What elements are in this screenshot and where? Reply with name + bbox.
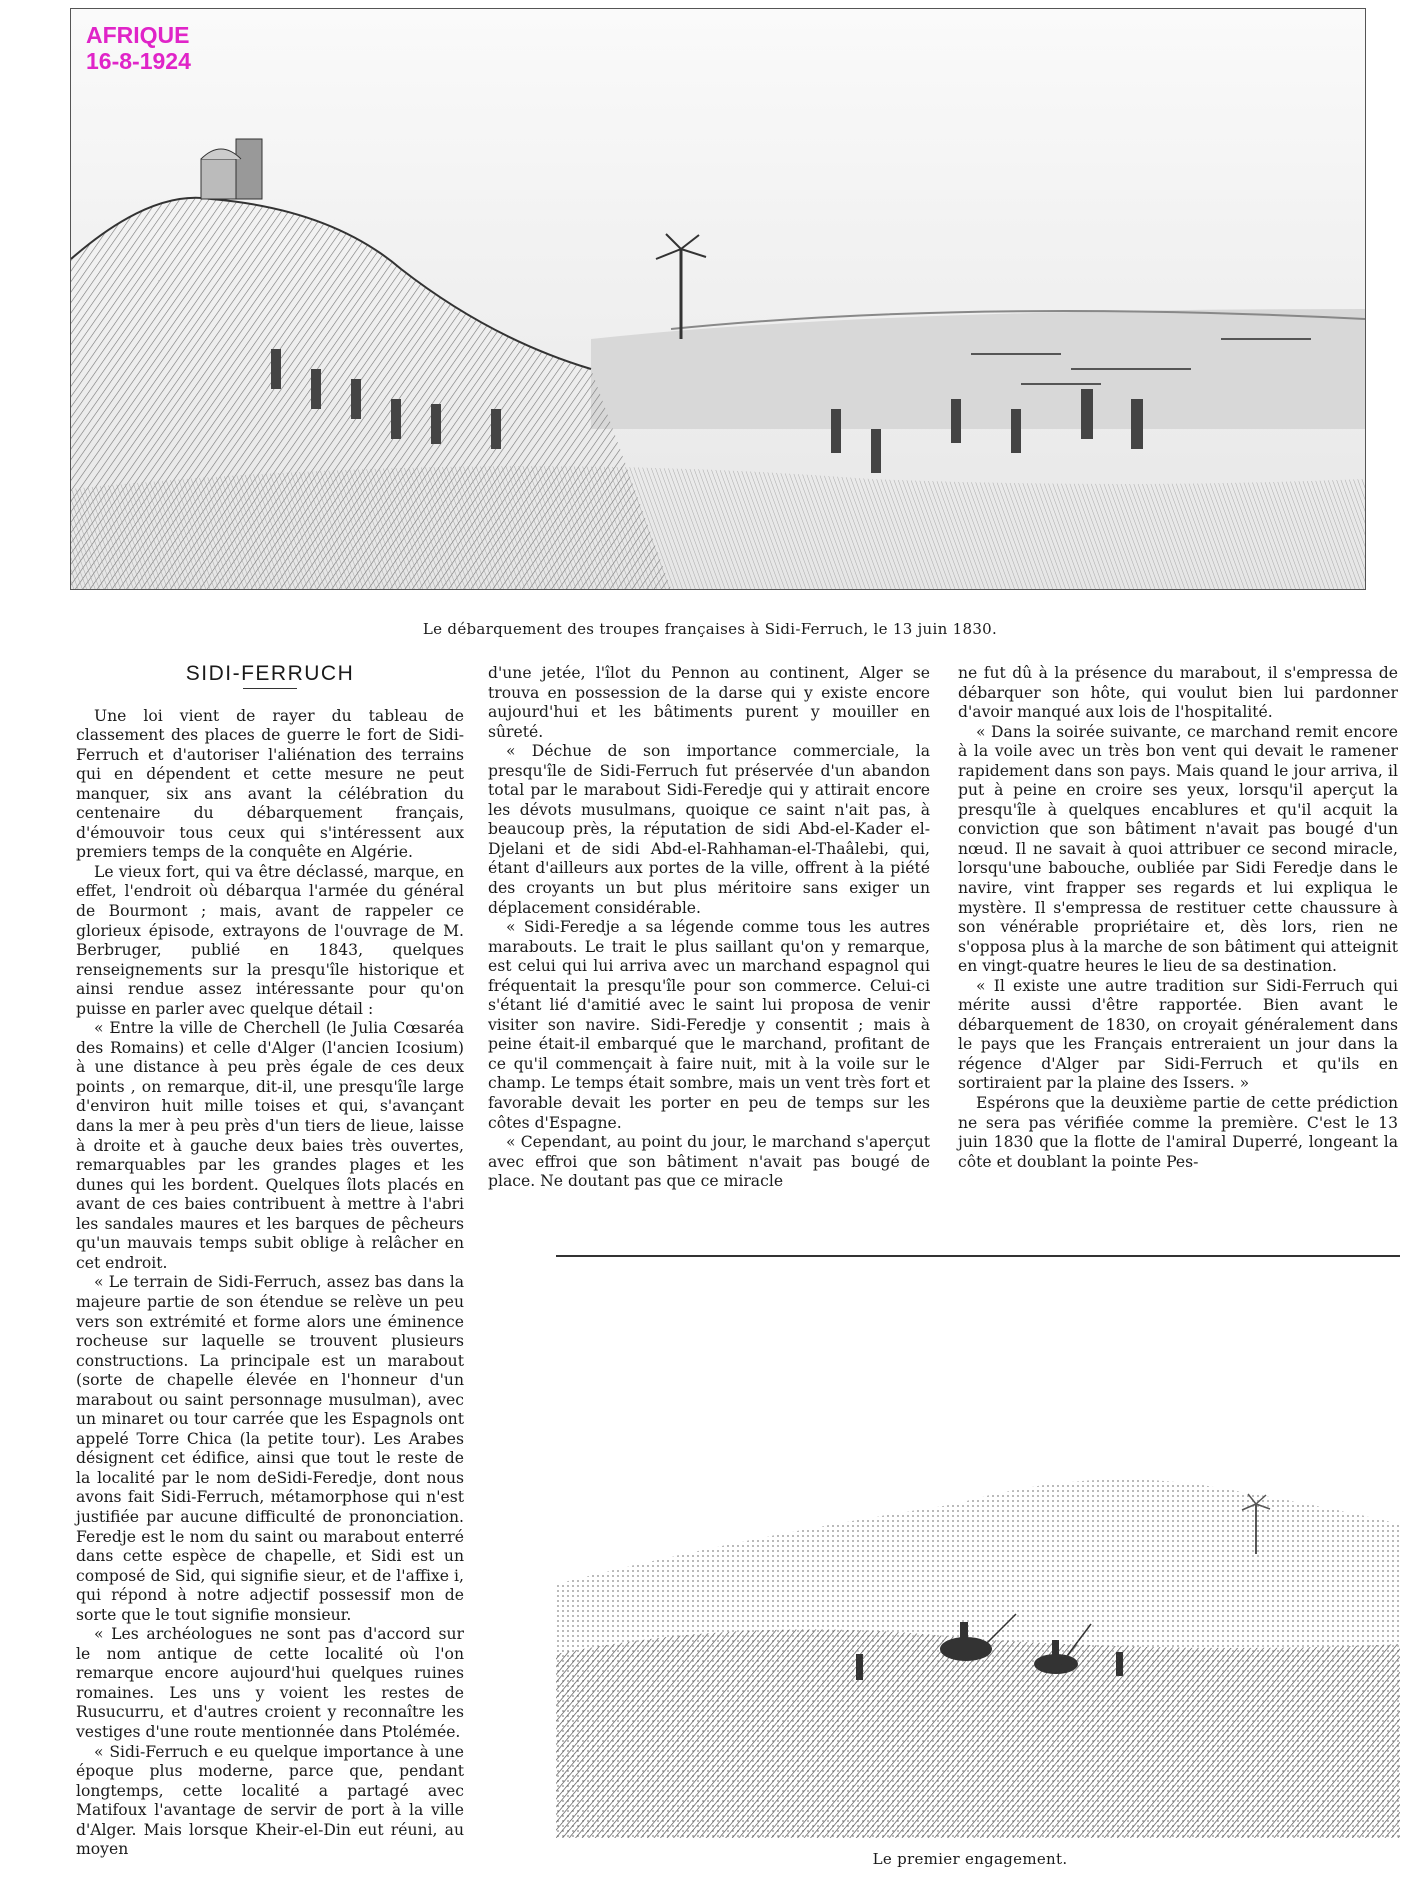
article-column-2 xyxy=(488,664,930,1192)
bottom-figure-caption: Le premier engagement. xyxy=(872,1850,1068,1868)
paragraph: ne fut dû à la présence du marabout, il s'empressa de débarquer son hôte, qui voulut bien lui pardonner d'avoir manqué aux lois de l'hospitalité. xyxy=(958,664,1398,722)
article-title: SIDI-FERRUCH xyxy=(185,662,355,685)
article-column-1 xyxy=(76,664,464,1860)
stamp-date: 16-8-1924 xyxy=(86,48,191,74)
article-column-3 xyxy=(958,664,1398,1172)
paragraph: « Sidi-Feredje a sa légende comme tous les autres marabouts. Le trait le plus saillant qu'on y remarque, est celui qui lui arriva avec un marchand espagnol qui fréquentait la presqu'île pour son commerce. Celui-ci s'étant lié d'amitié avec le saint lui proposa de venir visiter son navire. Sidi-Feredje y consentit ; mais à peine était-il embarqué que le marchand, profitant de ce qu'il commençait à faire nuit, mit à la voile sur le champ. Le temps était sombre, mais un vent très fort et favorable devait les porter en peu de temps sur les côtes d'Espagne. xyxy=(488,918,930,1132)
paragraph: « Le terrain de Sidi-Ferruch, assez bas dans la majeure partie de son étendue se relève un peu vers son extrémité et forme alors une éminence rocheuse sur laquelle se trouvent plusieurs constructions. La principale est un marabout (sorte de chapelle élevée en l'honneur d'un marabout ou saint personnage musulman), avec un minaret ou tour carrée que les Espagnols ont appelé Torre Chica (la petite tour). Les Arabes désignent cet édifice, ainsi que tout le reste de la localité par le nom deSidi-Feredje, dont nous avons fait Sidi-Ferruch, métamorphose qui n'est justifiée par aucune difficulté de prononciation. Feredje est le nom du saint ou marabout enterré dans cette espèce de chapelle, et Sidi est un composé de Sid, qui signifie sieur, et de l'affixe i, qui répond à notre adjectif possessif mon de sorte que le tout signifie monsieur. xyxy=(76,1273,464,1624)
archive-stamp xyxy=(86,22,191,74)
paragraph: « Il existe une autre tradition sur Sidi-Ferruch qui mérite aussi d'être rapportée. Bien avant le débarquement de 1830, on croyait généralement dans le pays que les Français entreraient un jour dans la régence d'Alger par Sidi-Ferruch et qu'ils en sortiraient par la plaine des Issers. » xyxy=(958,976,1398,1093)
paragraph: Le vieux fort, qui va être déclassé, marque, en effet, l'endroit où débarqua l'armée du général de Bourmont ; mais, avant de rappeler ce glorieux épisode, extrayons de l'ouvrage de M. Berbruger, publié en 1843, quelques renseignements sur la presqu'île historique et ainsi rendue assez intéressante pour qu'on puisse en parler avec quelque détail : xyxy=(76,862,464,1018)
title-rule xyxy=(243,688,297,689)
paragraph: « Les archéologues ne sont pas d'accord sur le nom antique de cette localité où l'on remarque encore aujourd'hui quelques ruines romaines. Les uns y voient les restes de Rusucurru, et d'autres croient y reconnaître les vestiges d'une route mentionnée dans Ptolémée. xyxy=(76,1625,464,1741)
battle-engraving xyxy=(556,1254,1400,1838)
battle-engraving-picture xyxy=(556,1254,1400,1838)
paragraph: Espérons que la deuxième partie de cette prédiction ne sera pas vérifiée comme la première. C'est le 13 juin 1830 que la flotte de l'amiral Duperré, longeant la côte et doublant la pointe Pes- xyxy=(958,1094,1398,1171)
paragraph: « Sidi-Ferruch e eu quelque importance à une époque plus moderne, parce que, pendant longtemps, cette localité a partagé avec Matifoux l'avantage de servir de port à la ville d'Alger. Mais lorsque Kheir-el-Din eut réuni, au moyen xyxy=(76,1742,464,1859)
top-figure-caption: Le débarquement des troupes françaises à Sidi-Ferruch, le 13 juin 1830. xyxy=(422,620,998,638)
paragraph: « Dans la soirée suivante, ce marchand remit encore à la voile avec un très bon vent qui devait le ramener rapidement dans son pays. Mais quand le jour arriva, il put à peine en croire ses yeux, lorsqu'il aperçut la presqu'île à quelques encablures et qu'il acquit la conviction que son bâtiment n'avait pas bougé d'un nœud. Il ne savait à quoi attribuer ce second miracle, lorsqu'une babouche, oubliée par Sidi Feredje dans le navire, vint frapper ses regards et lui expliqua le mystère. Il s'empressa de restituer cette chaussure à son vénérable propriétaire et, dès lors, rien ne s'opposa plus à la marche de son bâtiment qui atteignit en vingt-quatre heures le lieu de sa destination. xyxy=(958,722,1398,976)
paragraph: Une loi vient de rayer du tableau de classement des places de guerre le fort de Sidi-Ferruch et d'autoriser l'aliénation des terrains qui en dépendent et cette mesure ne peut manquer, six ans avant la célébration du centenaire du débarquement français, d'émouvoir tous ceux qui s'intéressent aux premiers temps de la conquête en Algérie. xyxy=(76,706,464,862)
paragraph: d'une jetée, l'îlot du Pennon au continent, Alger se trouva en possession de la darse qui y existe encore aujourd'hui et les bâtiments purent y mouiller en sûreté. xyxy=(488,664,930,741)
stamp-source: AFRIQUE xyxy=(86,22,190,48)
paragraph: « Déchue de son importance commerciale, la presqu'île de Sidi-Ferruch fut préservée d'un abandon total par le marabout Sidi-Feredje qui y attirait encore les dévots musulmans, quoique ce saint n'ait pas, à beaucoup près, la réputation de sidi Abd-el-Kader el-Djelani et de sidi Abd-el-Rahhaman-el-Thaâlebi, qui, étant d'ailleurs aux portes de la ville, offrent à la piété des croyants un but plus méritoire sans exiger un déplacement considérable. xyxy=(488,742,930,917)
landing-engraving xyxy=(70,8,1366,590)
landing-engraving-picture xyxy=(71,9,1365,589)
paragraph: « Cependant, au point du jour, le marchand s'aperçut avec effroi que son bâtiment n'avait pas bougé de place. Ne doutant pas que ce miracle xyxy=(488,1133,930,1191)
paragraph: « Entre la ville de Cherchell (le Julia Cœsaréa des Romains) et celle d'Alger (l'ancien Icosium) à une distance à peu près égale de ces deux points , on remarque, dit-il, une presqu'île large d'environ huit mille toises et qui, s'avançant dans la mer à peu près d'un tiers de lieue, laisse à droite et à gauche deux baies très ouvertes, remarquables par les grandes plages et les dunes qui les bordent. Quelques îlots placés en avant de ces baies contribuent à mettre à l'abri les sandales maures et les barques de pêcheurs qu'un mauvais temps subit oblige à relâcher en cet endroit. xyxy=(76,1019,464,1272)
